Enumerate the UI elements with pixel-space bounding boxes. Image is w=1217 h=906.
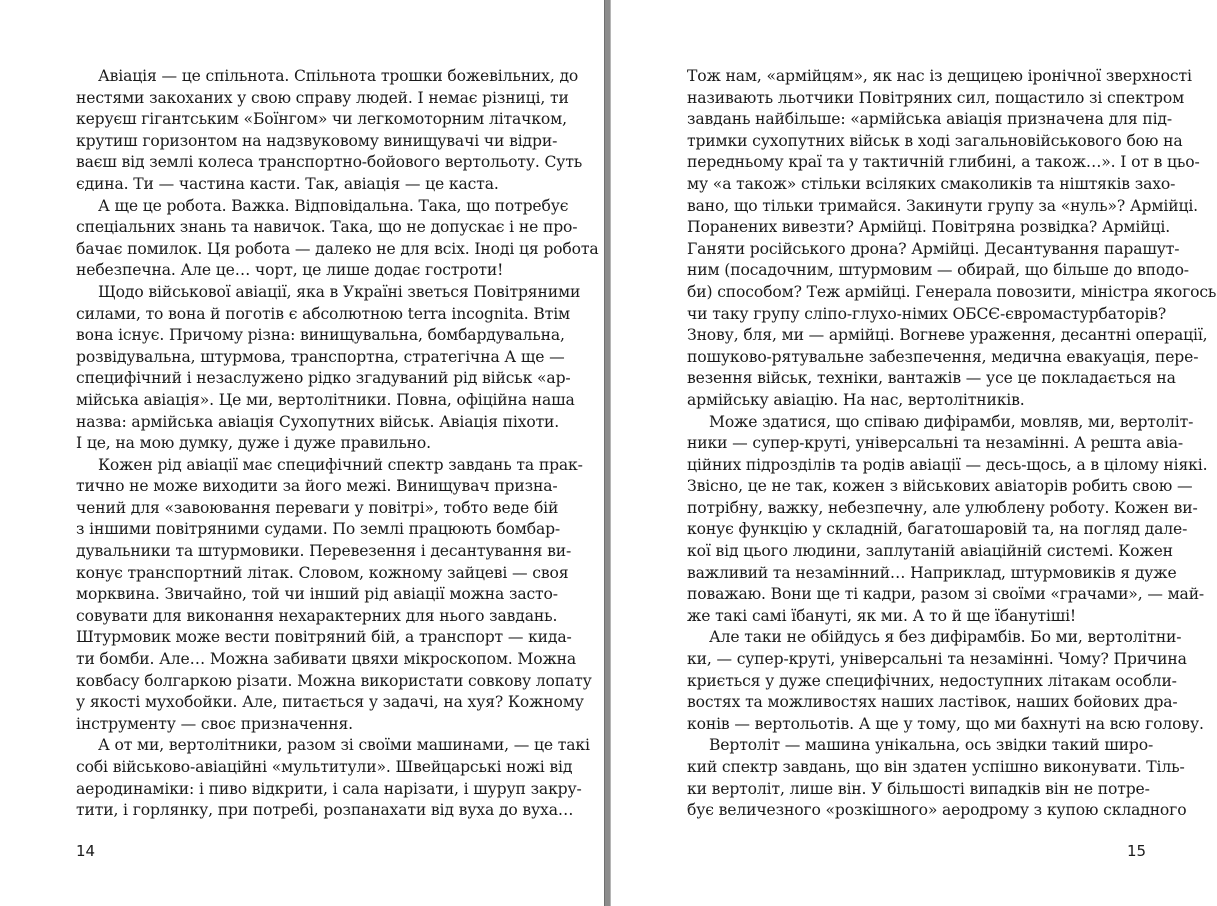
text-line: інструменту — своє призначення. [76,714,353,733]
text-line: Може здатися, що співаю дифірамби, мовляв, ми, вертоліт- [709,412,1194,431]
text-line: передньому краї та у тактичній глибині, а також…». І от в цьо- [687,153,1200,172]
text-line: Поранених вивезти? Армійці. Повітряна розвідка? Армійці. [687,218,1171,237]
text-line: ники — супер-круті, універсальні та незамінні. А решта авіа- [687,434,1184,453]
text-line: ним (посадочним, штурмовим — обирай, що більше до вподо- [687,261,1189,280]
text-line: ційних підрозділів та родів авіації — десь-щось, а в цілому ніякі. [687,455,1208,474]
text-line: з іншими повітряними судами. По землі працюють бомбар- [76,520,561,539]
text-line: спеціальних знань та навичок. Така, що не допускає і не про- [76,218,578,237]
text-line: Тож нам, «армійцям», як нас із дещицею іронічної зверхності [687,67,1192,85]
right-page-number: 15 [1127,842,1147,860]
text-line: мійська авіація». Це ми, вертолітники. Повна, офіційна наша [76,390,575,409]
right-page-text [687,66,1217,822]
text-line: совувати для виконання нехарактерних для нього завдань. [76,606,558,625]
text-line: морквина. Звичайно, той чи інший рід авіації можна засто- [76,585,558,604]
text-line: ваєш від землі колеса транспортно-бойового вертольоту. Суть [76,153,583,172]
text-line: тично не може виходити за його межі. Винищувач призна- [76,477,558,496]
text-line: же такі самі їбануті, як ми. А то й ще їбанутіші! [687,606,1077,625]
text-line: ки, — супер-круті, універсальні та незамінні. Чому? Причина [687,650,1187,669]
text-line: тримки сухопутних військ в ході загальновійськового бою на [687,131,1183,150]
text-line: А от ми, вертолітники, разом зі своїми машинами, — це такі [98,736,590,755]
book-gutter [604,0,611,906]
text-line: чи таку групу сліпо-глухо-німих ОБСЄ-євромастурбаторів? [687,304,1167,323]
text-line: конує функцію у складній, багатошаровій та, на погляд дале- [687,520,1188,539]
text-line: востях та можливостях наших ластівок, наших бойових дра- [687,693,1178,712]
text-line: би) способом? Теж армійці. Генерала повозити, міністра якогось [687,282,1217,301]
text-line: у якості мухобойки. Але, питається у задачі, на хуя? Кожному [76,693,584,712]
text-line: бачає помилок. Ця робота — далеко не для всіх. Іноді ця робота [76,239,599,258]
text-line: називають льотчики Повітряних сил, пощастило зі спектром [687,88,1185,107]
text-line: везення військ, техніки, вантажів — усе це покладається на [687,369,1176,388]
text-line: Знову, бля, ми — армійці. Вогневе ураження, десантні операції, [687,326,1208,345]
text-line: Штурмовик може вести повітряний бій, а транспорт — кида- [76,628,572,647]
text-line: важливий та незамінний… Наприклад, штурмовиків я дуже [687,563,1177,582]
text-line: поважаю. Вони ще ті кадри, разом зі своїми «грачами», — май- [687,585,1205,604]
text-line: Звісно, це не так, кожен з військових авіаторів робить свою — [687,477,1193,496]
text-line: криється у дуже специфічних, недоступних літакам особли- [687,671,1177,690]
text-line: Вертоліт — машина унікальна, ось звідки такий широ- [709,736,1154,755]
text-line: аеродинаміки: і пиво відкрити, і сала нарізати, і шуруп закру- [76,779,582,798]
text-line: Але таки не обійдусь я без дифірамбів. Бо ми, вертолітни- [709,628,1182,647]
text-line: дувальники та штурмовики. Перевезення і десантування ви- [76,542,572,561]
text-line: специфічний і незаслужено рідко згадуваний рід військ «ар- [76,369,571,388]
text-line: кий спектр завдань, що він здатен успішно виконувати. Тіль- [687,758,1185,776]
text-line: єдина. Ти — частина касти. Так, авіація — це каста. [76,174,499,193]
text-line: розвідувальна, штурмова, транспортна, стратегічна А ще — [76,347,565,366]
text-line: конів — вертольотів. А ще у тому, що ми бахнуті на всю голову. [687,714,1204,733]
text-line: крутиш горизонтом на надзвуковому винищувачі чи відри- [76,131,558,150]
text-line: завдань найбільше: «армійська авіація призначена для під- [687,110,1172,129]
text-line: А ще це робота. Важка. Відповідальна. Така, що потребує [98,196,569,215]
text-line: чений для «завоювання переваги у повітрі», тобто веде бій [76,498,559,517]
text-line: потрібну, важку, небезпечну, але улюблену роботу. Кожен ви- [687,498,1198,517]
text-line: Щодо військової авіації, яка в Україні зветься Повітряними [98,282,581,301]
left-page-text [76,66,599,822]
text-line: вано, що тільки тримайся. Закинути групу за «нуль»? Армійці. [687,196,1198,215]
text-line: тити, і горлянку, при потребі, розпанахати від вуха до вуха… [76,801,574,820]
text-line: армійську авіацію. На нас, вертолітників. [687,390,1025,409]
text-line: бує величезного «розкішного» аеродрому з купою складного [687,801,1187,820]
text-line: конує транспортний літак. Словом, кожному зайцеві — своя [76,563,569,582]
text-line: керуєш гігантським «Боїнгом» чи легкомоторним літачком, [76,110,567,129]
right-page [611,0,1217,906]
text-line: ки вертоліт, лише він. У більшості випадків він не потре- [687,779,1150,798]
text-line: І це, на мою думку, дуже і дуже правильно. [76,434,431,453]
left-page-number: 14 [76,842,96,860]
text-line: вона існує. Причому різна: винищувальна, бомбардувальна, [76,326,565,345]
text-line: Ганяти російського дрона? Армійці. Десантування парашут- [687,239,1180,258]
text-line: му «а також» стільки всіляких смаколиків та ніштяків захо- [687,174,1176,193]
text-line: небезпечна. Але це… чорт, це лише додає гостроти! [76,261,504,280]
text-line: Авіація — це спільнота. Спільнота трошки божевільних, до [98,67,579,85]
text-line: назва: армійська авіація Сухопутних військ. Авіація піхоти. [76,412,560,431]
text-line: собі військово-авіаційні «мультитули». Швейцарські ножі від [76,758,573,776]
text-line: ти бомби. Але… Можна забивати цвяхи мікроскопом. Можна [76,650,577,669]
text-line: пошуково-рятувальне забезпечення, медична евакуація, пере- [687,347,1199,366]
text-line: силами, то вона й поготів є абсолютною terra incognita. Втім [76,304,571,323]
left-page [0,0,606,906]
text-line: Кожен рід авіації має специфічний спектр завдань та прак- [98,455,583,474]
text-line: ковбасу болгаркою різати. Можна використати совкову лопату [76,671,592,690]
text-line: нестями закоханих у свою справу людей. І немає різниці, ти [76,88,569,107]
text-line: кої від цього людини, заплутаній авіаційній системі. Кожен [687,542,1173,561]
